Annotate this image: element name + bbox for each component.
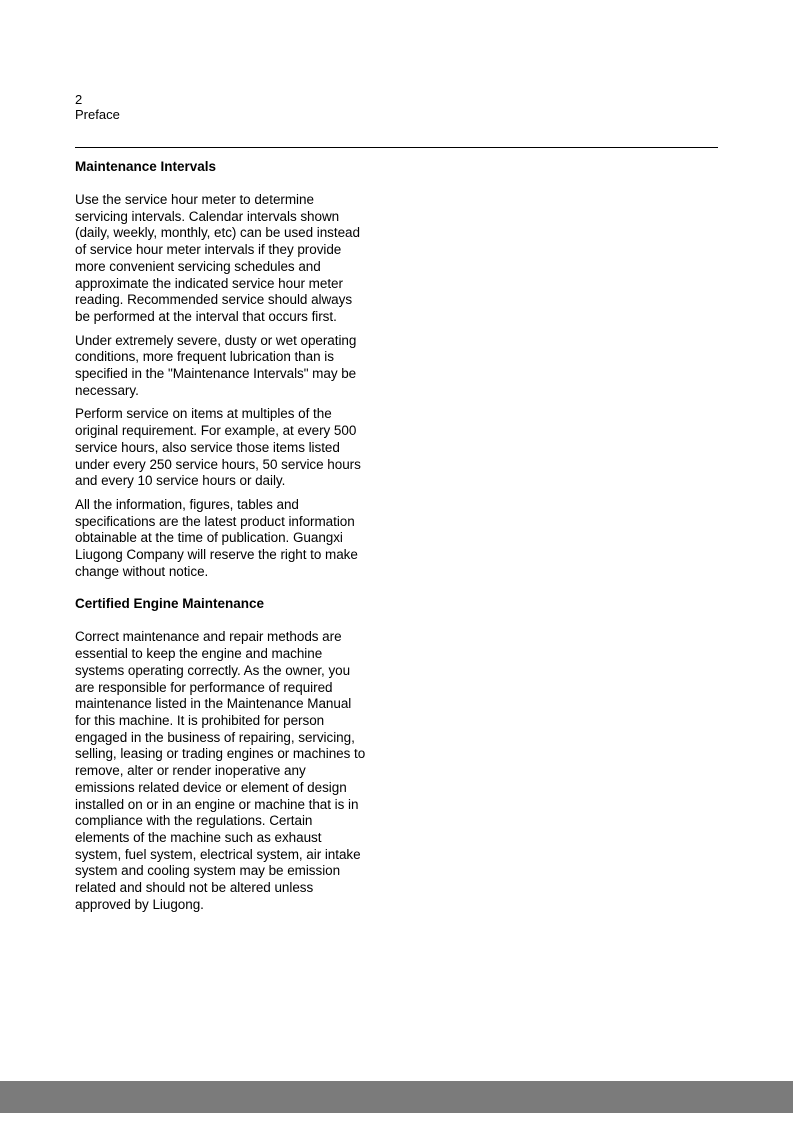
text-line: of service hour meter intervals if they provide — [75, 242, 342, 258]
text-line: installed on or in an engine or machine that is in — [75, 796, 359, 812]
text-line: systems operating correctly. As the owner, you — [75, 662, 351, 678]
text-line: emissions related device or element of design — [75, 779, 347, 795]
section-heading: Maintenance Intervals — [75, 159, 217, 174]
text-line: for this machine. It is prohibited for person — [75, 712, 325, 728]
paragraph — [75, 406, 380, 490]
section — [75, 159, 380, 580]
text-line: Under extremely severe, dusty or wet operating — [75, 332, 357, 348]
text-line: elements of the machine such as exhaust — [75, 829, 322, 845]
text-line: compliance with the regulations. Certain — [75, 813, 313, 829]
text-line: more convenient servicing schedules and — [75, 258, 321, 274]
text-line: are responsible for performance of required — [75, 679, 333, 695]
paragraph — [75, 192, 380, 326]
text-line: remove, alter or render inoperative any — [75, 763, 306, 779]
text-line: be performed at the interval that occurs first. — [75, 308, 337, 324]
text-line: specified in the "Maintenance Intervals" may be — [75, 366, 357, 382]
body-content — [75, 159, 380, 920]
text-line: Correct maintenance and repair methods are — [75, 629, 342, 645]
text-line: selling, leasing or trading engines or machines to — [75, 746, 366, 762]
text-line: approximate the indicated service hour meter — [75, 275, 343, 291]
text-line: engaged in the business of repairing, servicing, — [75, 729, 355, 745]
text-line: change without notice. — [75, 563, 209, 579]
text-line: essential to keep the engine and machine — [75, 646, 323, 662]
text-line: Liugong Company will reserve the right to make — [75, 547, 358, 563]
paragraph — [75, 629, 380, 913]
text-line: approved by Liugong. — [75, 896, 204, 912]
text-line: system, fuel system, electrical system, air intake — [75, 846, 361, 862]
text-line: under every 250 service hours, 50 service hours — [75, 456, 361, 472]
paragraph — [75, 497, 380, 581]
section-title: Preface — [75, 107, 120, 122]
text-line: Use the service hour meter to determine — [75, 192, 314, 207]
text-line: conditions, more frequent lubrication than is — [75, 349, 334, 365]
page-header — [75, 92, 120, 122]
text-line: All the information, figures, tables and — [75, 496, 299, 512]
text-line: specifications are the latest product information — [75, 513, 355, 529]
section — [75, 596, 380, 913]
text-line: necessary. — [75, 382, 139, 398]
header-divider — [75, 147, 718, 148]
text-line: and every 10 service hours or daily. — [75, 473, 286, 489]
text-line: system and cooling system may be emission — [75, 863, 341, 879]
text-line: Perform service on items at multiples of the — [75, 406, 332, 422]
page-number: 2 — [75, 92, 83, 107]
text-line: reading. Recommended service should always — [75, 292, 353, 308]
text-line: service hours, also service those items listed — [75, 439, 340, 455]
text-line: servicing intervals. Calendar intervals shown — [75, 208, 340, 224]
text-line: obtainable at the time of publication. Guangxi — [75, 530, 343, 546]
text-line: original requirement. For example, at every 500 — [75, 423, 357, 439]
footer-band — [0, 1081, 793, 1113]
section-heading: Certified Engine Maintenance — [75, 596, 265, 612]
paragraph — [75, 333, 380, 400]
text-line: maintenance listed in the Maintenance Manual — [75, 696, 352, 712]
text-line: (daily, weekly, monthly, etc) can be used instead — [75, 225, 360, 241]
text-line: related and should not be altered unless — [75, 880, 314, 896]
